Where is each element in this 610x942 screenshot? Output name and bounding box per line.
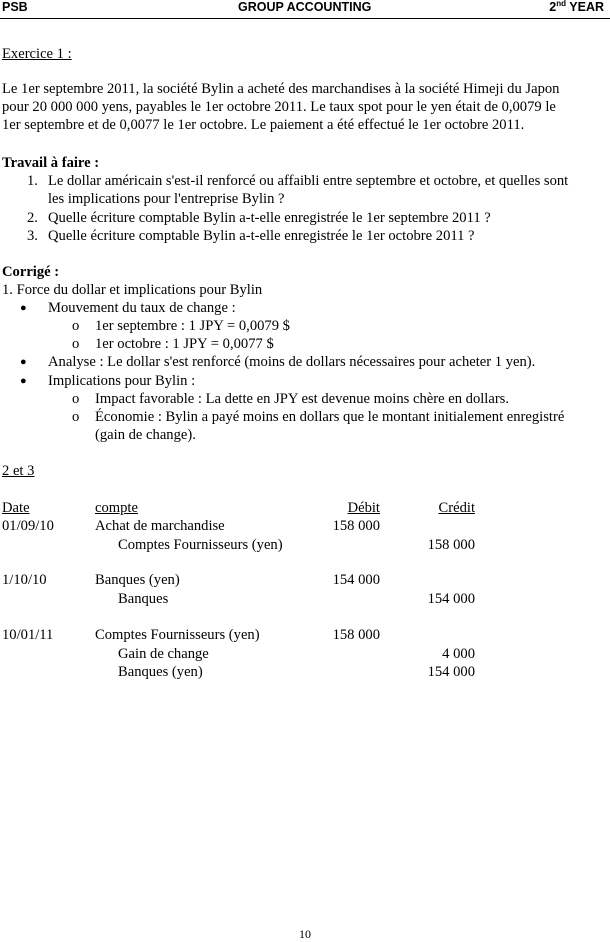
intro-paragraph [2,80,559,135]
intro-line: pour 20 000 000 yens, payables le 1er octobre 2011. Le taux spot pour le yen était de 0,0079 le [2,99,556,116]
header-rule [0,18,610,19]
row-debit: 158 000 [332,627,380,643]
row-account: Comptes Fournisseurs (yen) [118,537,283,553]
bullet-dot: ● [20,302,27,314]
header-course: GROUP ACCOUNTING [238,0,372,14]
task-text: Quelle écriture comptable Bylin a-t-elle enregistrée le 1er octobre 2011 ? [48,228,475,244]
col-header-account: compte [95,500,138,516]
intro-line: 1er septembre et de 0,0077 le 1er octobre. Le paiement a été effectué le 1er octobre 2011. [2,117,525,134]
correction-heading: 1. Force du dollar et implications pour Bylin [2,282,263,298]
task-number: 1. [27,173,38,189]
sub-bullet-text: 1er septembre : 1 JPY = 0,0079 $ [95,318,290,334]
row-account: Banques [118,591,169,607]
col-header-date: Date [2,500,30,516]
row-account: Comptes Fournisseurs (yen) [95,627,260,643]
task-text: Le dollar américain s'est-il renforcé ou affaibli entre septembre et octobre, et quelles sont les implications pour l'entreprise Bylin ? [48,173,569,208]
row-credit: 154 000 [427,664,475,680]
row-account: Banques (yen) [95,572,180,588]
task-number: 2. [27,210,38,226]
row-date: 01/09/10 [2,518,54,534]
page-number: 10 [299,927,311,941]
intro-line: Le 1er septembre 2011, la société Bylin a acheté des marchandises à la société Himeji du Japon [2,81,560,97]
task-text: Quelle écriture comptable Bylin a-t-elle enregistrée le 1er septembre 2011 ? [48,210,491,226]
sub-bullet-text: Impact favorable : La dette en JPY est devenue moins chère en dollars. [95,391,510,407]
row-debit: 154 000 [332,572,380,588]
col-header-credit: Crédit [438,500,475,516]
sub-bullet-marker: o [72,318,80,334]
row-debit: 158 000 [332,518,380,534]
sub-bullet-marker: o [72,336,80,352]
row-credit: 154 000 [427,591,475,607]
task-number: 3. [27,228,38,244]
header-year: 2nd YEAR [549,0,604,14]
bullet-text: Analyse : Le dollar s'est renforcé (moins de dollars nécessaires pour acheter 1 yen). [48,354,536,370]
bullet-dot: ● [20,375,27,387]
task-title: Travail à faire : [2,155,100,171]
row-credit: 4 000 [442,646,475,662]
row-account: Gain de change [118,646,209,662]
sub-bullet-text: 1er octobre : 1 JPY = 0,0077 $ [95,336,274,352]
row-account: Achat de marchandise [95,518,225,534]
row-date: 1/10/10 [2,572,47,588]
bullet-text: Mouvement du taux de change : [48,300,236,316]
col-header-debit: Débit [347,500,380,516]
sub-bullet-marker: o [72,409,80,425]
section-2-3-title: 2 et 3 [2,463,35,479]
row-date: 10/01/11 [2,627,54,643]
row-account: Banques (yen) [118,664,203,680]
bullet-text: Implications pour Bylin : [48,373,196,389]
correction-title: Corrigé : [2,264,60,280]
page-header [0,0,610,18]
header-school: PSB [2,0,28,14]
bullet-dot: ● [20,356,27,368]
exercise-title: Exercice 1 : [2,46,72,62]
sub-bullet-marker: o [72,391,80,407]
row-credit: 158 000 [427,537,475,553]
sub-bullet-text: Économie : Bylin a payé moins en dollars que le montant initialement enregistré (gain de change). [95,409,565,444]
